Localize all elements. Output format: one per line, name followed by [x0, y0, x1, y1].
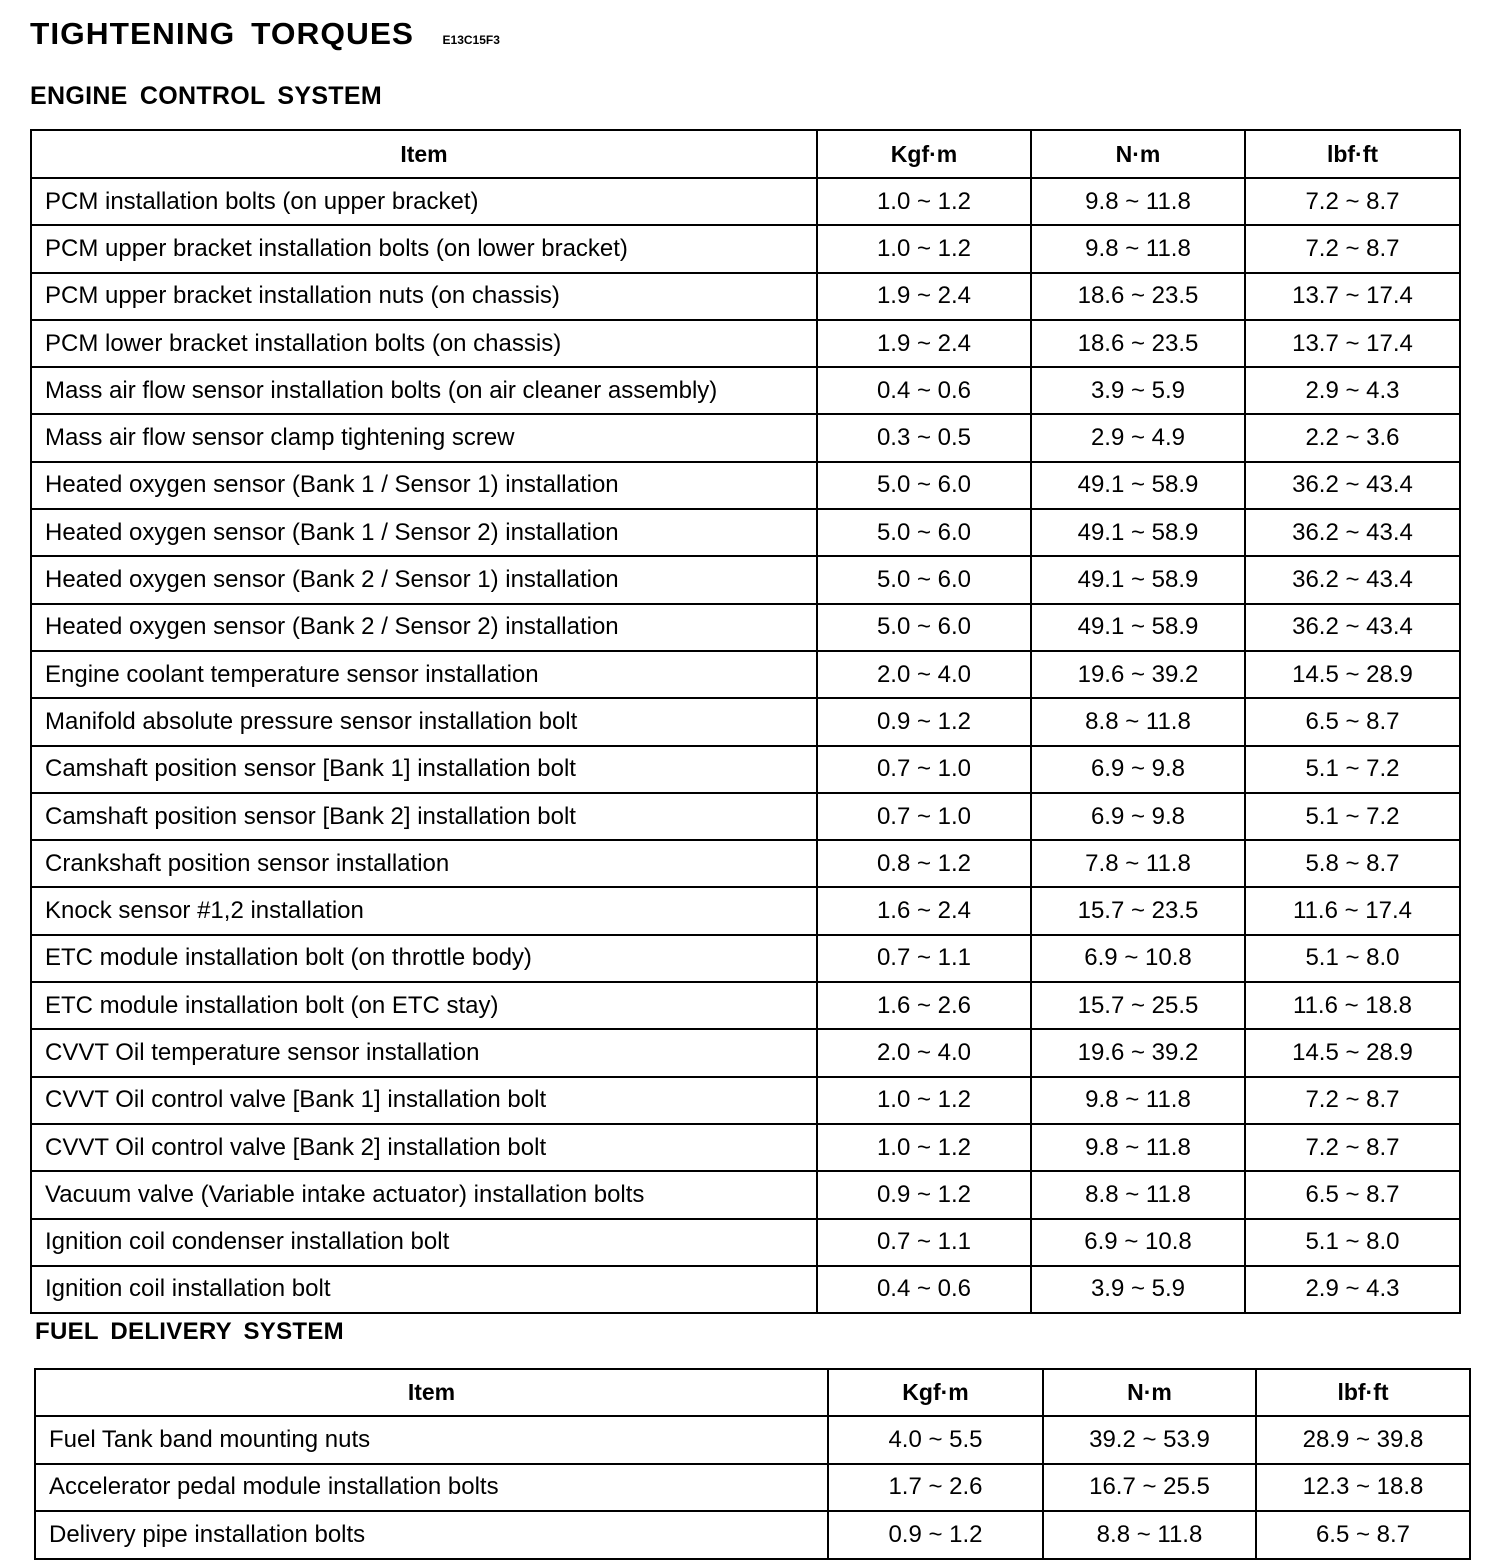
n-m-cell: 6.9 ~ 9.8	[1031, 746, 1245, 793]
lbf-ft-cell: 13.7 ~ 17.4	[1245, 320, 1460, 367]
engine-control-torque-table	[30, 129, 1461, 1314]
lbf-ft-cell: 11.6 ~ 17.4	[1245, 887, 1460, 934]
table-row	[31, 651, 1460, 698]
table-row	[31, 1266, 1460, 1313]
item-cell: Fuel Tank band mounting nuts	[35, 1416, 828, 1464]
n-m-cell: 49.1 ~ 58.9	[1031, 604, 1245, 651]
item-cell: Engine coolant temperature sensor installation	[31, 651, 817, 698]
n-m-cell: 6.9 ~ 10.8	[1031, 1219, 1245, 1266]
lbf-ft-cell: 11.6 ~ 18.8	[1245, 982, 1460, 1029]
n-m-cell: 3.9 ~ 5.9	[1031, 1266, 1245, 1313]
lbf-ft-cell: 5.8 ~ 8.7	[1245, 840, 1460, 887]
table-row	[31, 982, 1460, 1029]
lbf-ft-cell: 13.7 ~ 17.4	[1245, 273, 1460, 320]
lbf-ft-cell: 6.5 ~ 8.7	[1245, 1171, 1460, 1218]
engine-control-section-title: ENGINE CONTROL SYSTEM	[30, 82, 382, 110]
lbf-ft-cell: 2.9 ~ 4.3	[1245, 367, 1460, 414]
item-cell: Accelerator pedal module installation bolts	[35, 1464, 828, 1512]
n-m-cell: 49.1 ~ 58.9	[1031, 462, 1245, 509]
kgf-m-cell: 1.9 ~ 2.4	[817, 273, 1031, 320]
lbf-ft-cell: 7.2 ~ 8.7	[1245, 1077, 1460, 1124]
lbf-ft-cell: 2.9 ~ 4.3	[1245, 1266, 1460, 1313]
kgf-m-cell: 5.0 ~ 6.0	[817, 509, 1031, 556]
lbf-ft-cell: 7.2 ~ 8.7	[1245, 178, 1460, 225]
item-cell: Ignition coil installation bolt	[31, 1266, 817, 1313]
item-cell: Ignition coil condenser installation bolt	[31, 1219, 817, 1266]
table-row	[31, 509, 1460, 556]
lbf-ft-cell: 36.2 ~ 43.4	[1245, 604, 1460, 651]
table-row	[31, 793, 1460, 840]
table-row	[31, 887, 1460, 934]
table-row	[31, 320, 1460, 367]
document-code: E13C15F3	[442, 33, 500, 47]
kgf-m-cell: 0.9 ~ 1.2	[828, 1511, 1043, 1559]
kgf-m-cell: 2.0 ~ 4.0	[817, 651, 1031, 698]
lbf-ft-cell: 36.2 ~ 43.4	[1245, 462, 1460, 509]
table-row	[31, 225, 1460, 272]
item-cell: CVVT Oil temperature sensor installation	[31, 1029, 817, 1076]
kgf-m-cell: 5.0 ~ 6.0	[817, 556, 1031, 603]
kgf-m-cell: 1.9 ~ 2.4	[817, 320, 1031, 367]
lbf-ft-cell: 6.5 ~ 8.7	[1245, 698, 1460, 745]
lbf-ft-cell: 2.2 ~ 3.6	[1245, 414, 1460, 461]
lbf-ft-cell: 12.3 ~ 18.8	[1256, 1464, 1470, 1512]
item-cell: Heated oxygen sensor (Bank 1 / Sensor 1) installation	[31, 462, 817, 509]
item-cell: Delivery pipe installation bolts	[35, 1511, 828, 1559]
kgf-m-cell: 2.0 ~ 4.0	[817, 1029, 1031, 1076]
lbf-ft-cell: 36.2 ~ 43.4	[1245, 556, 1460, 603]
item-cell: Mass air flow sensor clamp tightening screw	[31, 414, 817, 461]
n-m-cell: 9.8 ~ 11.8	[1031, 1077, 1245, 1124]
lbf-ft-cell: 6.5 ~ 8.7	[1256, 1511, 1470, 1559]
kgf-m-cell: 0.8 ~ 1.2	[817, 840, 1031, 887]
n-m-cell: 49.1 ~ 58.9	[1031, 556, 1245, 603]
item-cell: ETC module installation bolt (on throttle body)	[31, 935, 817, 982]
fuel-delivery-torque-table	[34, 1368, 1471, 1560]
column-header-item: Item	[31, 130, 817, 178]
kgf-m-cell: 0.7 ~ 1.1	[817, 935, 1031, 982]
column-header-lbf-ft: lbf·ft	[1245, 130, 1460, 178]
table-row	[31, 1077, 1460, 1124]
table-row	[31, 935, 1460, 982]
table-row	[31, 178, 1460, 225]
n-m-cell: 15.7 ~ 23.5	[1031, 887, 1245, 934]
n-m-cell: 9.8 ~ 11.8	[1031, 178, 1245, 225]
item-cell: PCM upper bracket installation bolts (on lower bracket)	[31, 225, 817, 272]
item-cell: CVVT Oil control valve [Bank 2] installation bolt	[31, 1124, 817, 1171]
n-m-cell: 6.9 ~ 9.8	[1031, 793, 1245, 840]
item-cell: CVVT Oil control valve [Bank 1] installation bolt	[31, 1077, 817, 1124]
n-m-cell: 9.8 ~ 11.8	[1031, 1124, 1245, 1171]
item-cell: Heated oxygen sensor (Bank 1 / Sensor 2) installation	[31, 509, 817, 556]
item-cell: Mass air flow sensor installation bolts (on air cleaner assembly)	[31, 367, 817, 414]
kgf-m-cell: 1.6 ~ 2.4	[817, 887, 1031, 934]
kgf-m-cell: 0.7 ~ 1.1	[817, 1219, 1031, 1266]
table-row	[31, 1029, 1460, 1076]
table-row	[31, 462, 1460, 509]
n-m-cell: 19.6 ~ 39.2	[1031, 651, 1245, 698]
kgf-m-cell: 1.0 ~ 1.2	[817, 1124, 1031, 1171]
column-header-item: Item	[35, 1369, 828, 1416]
table-row	[31, 746, 1460, 793]
page-header	[30, 16, 500, 52]
table-row	[31, 414, 1460, 461]
kgf-m-cell: 0.4 ~ 0.6	[817, 1266, 1031, 1313]
lbf-ft-cell: 5.1 ~ 8.0	[1245, 935, 1460, 982]
table-row	[35, 1511, 1470, 1559]
n-m-cell: 19.6 ~ 39.2	[1031, 1029, 1245, 1076]
n-m-cell: 49.1 ~ 58.9	[1031, 509, 1245, 556]
lbf-ft-cell: 14.5 ~ 28.9	[1245, 1029, 1460, 1076]
n-m-cell: 8.8 ~ 11.8	[1043, 1511, 1256, 1559]
n-m-cell: 2.9 ~ 4.9	[1031, 414, 1245, 461]
item-cell: PCM upper bracket installation nuts (on chassis)	[31, 273, 817, 320]
item-cell: Crankshaft position sensor installation	[31, 840, 817, 887]
item-cell: ETC module installation bolt (on ETC stay)	[31, 982, 817, 1029]
kgf-m-cell: 1.0 ~ 1.2	[817, 225, 1031, 272]
n-m-cell: 8.8 ~ 11.8	[1031, 1171, 1245, 1218]
kgf-m-cell: 0.9 ~ 1.2	[817, 1171, 1031, 1218]
table-row	[31, 1219, 1460, 1266]
table-row	[31, 273, 1460, 320]
table-row	[31, 698, 1460, 745]
lbf-ft-cell: 5.1 ~ 7.2	[1245, 793, 1460, 840]
table-row	[31, 604, 1460, 651]
n-m-cell: 7.8 ~ 11.8	[1031, 840, 1245, 887]
table-header-row	[31, 130, 1460, 178]
kgf-m-cell: 0.7 ~ 1.0	[817, 746, 1031, 793]
kgf-m-cell: 1.0 ~ 1.2	[817, 1077, 1031, 1124]
page-title: TIGHTENING TORQUES	[30, 16, 415, 51]
lbf-ft-cell: 28.9 ~ 39.8	[1256, 1416, 1470, 1464]
kgf-m-cell: 0.7 ~ 1.0	[817, 793, 1031, 840]
column-header-lbf-ft: lbf·ft	[1256, 1369, 1470, 1416]
column-header-kgf-m: Kgf·m	[817, 130, 1031, 178]
item-cell: Heated oxygen sensor (Bank 2 / Sensor 1) installation	[31, 556, 817, 603]
table-row	[31, 840, 1460, 887]
item-cell: PCM installation bolts (on upper bracket)	[31, 178, 817, 225]
table-row	[31, 1171, 1460, 1218]
column-header-n-m: N·m	[1043, 1369, 1256, 1416]
table-row	[35, 1464, 1470, 1512]
table-row	[31, 556, 1460, 603]
fuel-delivery-section-title: FUEL DELIVERY SYSTEM	[35, 1318, 344, 1345]
kgf-m-cell: 0.9 ~ 1.2	[817, 698, 1031, 745]
lbf-ft-cell: 14.5 ~ 28.9	[1245, 651, 1460, 698]
lbf-ft-cell: 7.2 ~ 8.7	[1245, 1124, 1460, 1171]
item-cell: Heated oxygen sensor (Bank 2 / Sensor 2) installation	[31, 604, 817, 651]
kgf-m-cell: 1.0 ~ 1.2	[817, 178, 1031, 225]
table-row	[31, 367, 1460, 414]
item-cell: Camshaft position sensor [Bank 1] installation bolt	[31, 746, 817, 793]
n-m-cell: 18.6 ~ 23.5	[1031, 320, 1245, 367]
n-m-cell: 15.7 ~ 25.5	[1031, 982, 1245, 1029]
lbf-ft-cell: 5.1 ~ 8.0	[1245, 1219, 1460, 1266]
column-header-n-m: N·m	[1031, 130, 1245, 178]
kgf-m-cell: 5.0 ~ 6.0	[817, 462, 1031, 509]
kgf-m-cell: 0.4 ~ 0.6	[817, 367, 1031, 414]
table-header-row	[35, 1369, 1470, 1416]
item-cell: Manifold absolute pressure sensor installation bolt	[31, 698, 817, 745]
n-m-cell: 8.8 ~ 11.8	[1031, 698, 1245, 745]
lbf-ft-cell: 36.2 ~ 43.4	[1245, 509, 1460, 556]
kgf-m-cell: 1.7 ~ 2.6	[828, 1464, 1043, 1512]
kgf-m-cell: 1.6 ~ 2.6	[817, 982, 1031, 1029]
item-cell: PCM lower bracket installation bolts (on chassis)	[31, 320, 817, 367]
kgf-m-cell: 4.0 ~ 5.5	[828, 1416, 1043, 1464]
table-row	[35, 1416, 1470, 1464]
lbf-ft-cell: 5.1 ~ 7.2	[1245, 746, 1460, 793]
n-m-cell: 39.2 ~ 53.9	[1043, 1416, 1256, 1464]
column-header-kgf-m: Kgf·m	[828, 1369, 1043, 1416]
item-cell: Camshaft position sensor [Bank 2] installation bolt	[31, 793, 817, 840]
n-m-cell: 3.9 ~ 5.9	[1031, 367, 1245, 414]
item-cell: Vacuum valve (Variable intake actuator) installation bolts	[31, 1171, 817, 1218]
n-m-cell: 6.9 ~ 10.8	[1031, 935, 1245, 982]
kgf-m-cell: 5.0 ~ 6.0	[817, 604, 1031, 651]
n-m-cell: 18.6 ~ 23.5	[1031, 273, 1245, 320]
n-m-cell: 16.7 ~ 25.5	[1043, 1464, 1256, 1512]
table-row	[31, 1124, 1460, 1171]
kgf-m-cell: 0.3 ~ 0.5	[817, 414, 1031, 461]
n-m-cell: 9.8 ~ 11.8	[1031, 225, 1245, 272]
item-cell: Knock sensor #1,2 installation	[31, 887, 817, 934]
lbf-ft-cell: 7.2 ~ 8.7	[1245, 225, 1460, 272]
